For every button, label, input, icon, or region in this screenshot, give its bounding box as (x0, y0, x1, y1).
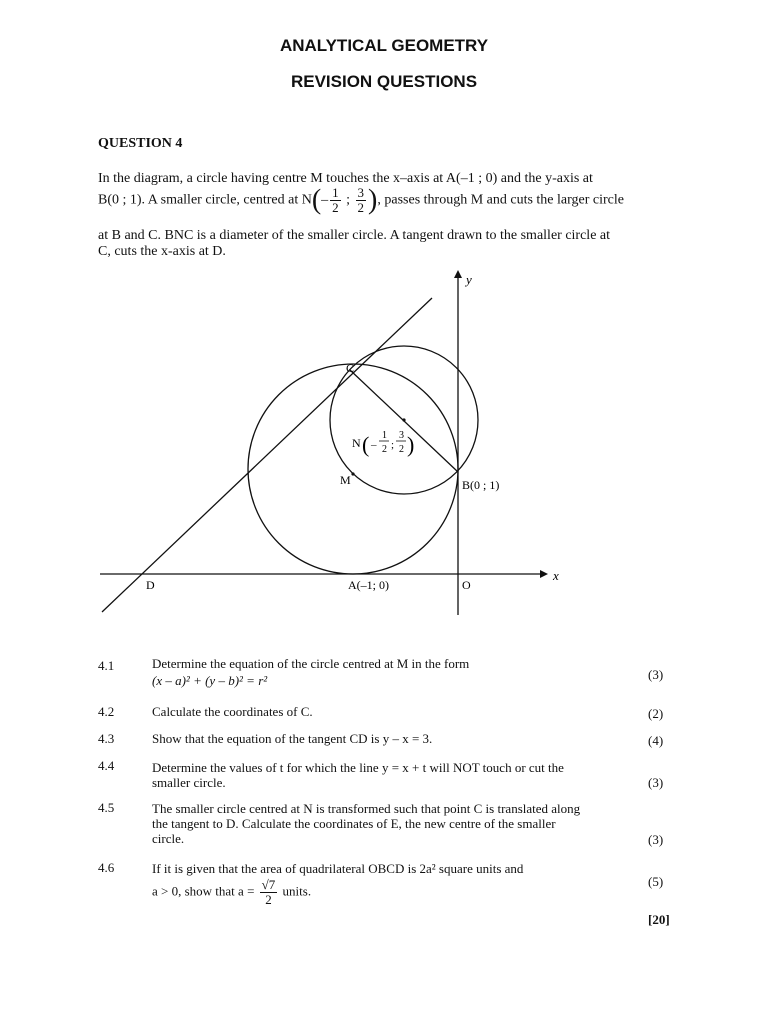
total-marks: [20] (648, 912, 670, 927)
intro-fraction-1-num: 1 (332, 185, 339, 200)
q42-marks: (2) (648, 706, 664, 721)
left-paren: ( (311, 184, 322, 216)
q43-number: 4.3 (98, 731, 115, 746)
q41-line-1: Determine the equation of the circle centred at M in the form (152, 656, 470, 671)
x-axis-label: x (553, 568, 559, 583)
point-n-letter: N (352, 436, 361, 450)
q45-line-1: The smaller circle centred at N is transformed such that point C is translated along (152, 801, 581, 816)
q44-number: 4.4 (98, 758, 115, 773)
y-axis-label: y (466, 272, 472, 287)
q45-number: 4.5 (98, 800, 115, 815)
q41-marks: (3) (648, 667, 664, 682)
point-b-label: B(0 ; 1) (462, 478, 500, 492)
intro-line-3: at B and C. BNC is a diameter of the smaller circle. A tangent drawn to the smaller circle at (98, 228, 611, 243)
point-m (351, 472, 354, 475)
point-m-label: M (340, 473, 351, 487)
q46-line-2-a: a > 0, show that a = (152, 883, 255, 899)
q45-marks: (3) (648, 832, 664, 847)
origin-label: O (462, 578, 471, 592)
q44-marks: (3) (648, 775, 664, 790)
point-n-minus: – (371, 439, 377, 451)
q42-number: 4.2 (98, 704, 115, 719)
point-n-open-paren: ( (362, 432, 370, 457)
point-n-frac1-num: 1 (382, 430, 387, 441)
intro-fraction-1-den: 2 (332, 200, 339, 215)
point-n-frac2-den: 2 (399, 444, 404, 455)
q46-fraction-num: √7 (261, 877, 276, 892)
q45-line-2: the tangent to D. Calculate the coordinates of E, the new centre of the smaller (152, 816, 556, 831)
page-title: ANALYTICAL GEOMETRY (279, 36, 489, 55)
point-n-frac2-num: 3 (399, 430, 404, 441)
large-circle (248, 364, 458, 574)
point-d-label: D (146, 578, 155, 592)
q46-fraction-den: 2 (265, 892, 272, 907)
q43-line-1: Show that the equation of the tangent CD is y – x = 3. (152, 731, 433, 746)
q41-line-2: (x – a)² + (y – b)² = r² (152, 673, 268, 688)
right-paren: ) (368, 184, 378, 216)
intro-line-4: C, cuts the x-axis at D. (98, 244, 226, 259)
point-n (402, 418, 405, 421)
q44-line-1: Determine the values of t for which the line y = x + t will NOT touch or cut the (152, 760, 564, 775)
tangent-line (102, 298, 432, 612)
page-subtitle: REVISION QUESTIONS (290, 72, 478, 91)
q46-line-2 (152, 878, 626, 907)
q46-line-2-b: units. (282, 883, 312, 899)
point-a-label: A(–1; 0) (348, 578, 389, 592)
q42-line-1: Calculate the coordinates of C. (152, 704, 313, 719)
point-n-close-paren: ) (407, 432, 415, 457)
point-n-semicolon: ; (391, 439, 395, 451)
q46-line-1: If it is given that the area of quadrilateral OBCD is 2a² square units and (152, 861, 524, 876)
intro-line-1: In the diagram, a circle having centre M touches the x–axis at A(–1 ; 0) and the y-axis at (98, 171, 593, 186)
intro-fraction-2-den: 2 (357, 200, 365, 215)
question-title: QUESTION 4 (98, 136, 183, 151)
intro-line-2: B(0 ; 1). A smaller circle, centred at N(– $\frac{1}{2}$ ; $\frac{3}{2}$ ), passes through M and cuts the larger circle (98, 184, 624, 216)
q41-number: 4.1 (98, 658, 115, 673)
q43-marks: (4) (648, 733, 664, 748)
q46-number: 4.6 (98, 860, 115, 875)
point-c-label: C (346, 361, 355, 375)
intro-line-2-b: , passes through M and cuts the larger circle (377, 192, 624, 208)
x-axis-arrow (540, 570, 548, 578)
point-n-frac1-den: 2 (382, 444, 387, 455)
q46-marks: (5) (648, 874, 664, 889)
q44-line-2: smaller circle. (152, 775, 226, 790)
intro-line-2-a: B(0 ; 1). A smaller circle, centred at N (98, 192, 312, 208)
minus-sign: – (321, 192, 329, 208)
q45-line-3: circle. (152, 831, 185, 846)
y-axis-arrow (454, 270, 462, 278)
intro-fraction-2-num: 3 (357, 185, 365, 200)
point-n-label (352, 430, 414, 457)
q46-fraction (260, 878, 278, 907)
